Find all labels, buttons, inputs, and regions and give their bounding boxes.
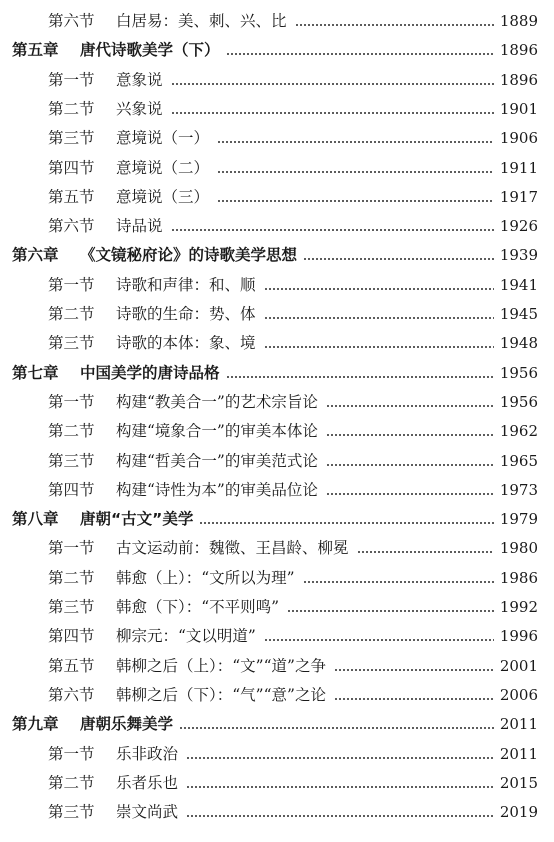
toc-section-row — [48, 472, 538, 500]
page-number: 2001 — [499, 656, 538, 675]
dot-leader — [226, 376, 494, 378]
toc-section-row — [48, 3, 538, 31]
section-number: 第三节 — [48, 451, 95, 470]
toc-section-row — [48, 384, 538, 412]
toc-section-row — [48, 443, 538, 471]
chapter-number: 第六章 — [12, 246, 59, 265]
section-number: 第三节 — [48, 129, 95, 148]
page-number: 1917 — [499, 187, 538, 206]
section-title: 诗歌的生命：势、体 — [116, 305, 256, 323]
section-title: 意象说 — [116, 70, 163, 89]
toc-section-row — [48, 560, 538, 588]
section-title: 乐者乐也 — [116, 773, 179, 792]
section-number: 第一节 — [48, 744, 95, 763]
dot-leader — [199, 522, 493, 524]
page-number: 1948 — [499, 334, 538, 353]
toc-section-row — [48, 413, 538, 441]
toc-chapter-row — [12, 501, 538, 529]
section-title: 诗品说 — [116, 217, 163, 236]
toc-section-row — [48, 208, 538, 236]
section-title: 构建“教美合一”的艺术宗旨论 — [116, 392, 318, 411]
toc-section-row — [48, 91, 538, 119]
chapter-title: 唐代诗歌美学（下） — [80, 41, 220, 60]
toc-section-row — [48, 267, 538, 295]
chapter-number: 第五章 — [12, 41, 59, 60]
page-number: 1979 — [499, 510, 538, 529]
dot-leader — [217, 171, 494, 173]
toc-section-row — [48, 179, 538, 207]
dot-leader — [171, 112, 494, 114]
toc-chapter-row — [12, 706, 538, 734]
section-number: 第六节 — [48, 217, 95, 236]
toc-section-row — [48, 618, 538, 646]
section-title: 乐非政治 — [116, 744, 179, 763]
section-title: 构建“哲美合一”的审美范式论 — [116, 451, 318, 470]
page-number: 1911 — [499, 158, 538, 177]
page-number: 2011 — [499, 715, 538, 734]
dot-leader — [326, 405, 494, 407]
section-title: 柳宗元：“文以明道” — [116, 627, 256, 646]
dot-leader — [326, 434, 494, 436]
dot-leader — [303, 258, 494, 260]
page-number: 1896 — [499, 70, 538, 89]
page-number: 1926 — [499, 217, 538, 236]
chapter-title: 中国美学的唐诗品格 — [80, 363, 220, 382]
dot-leader — [226, 53, 494, 55]
toc-section-row — [48, 62, 538, 90]
dot-leader — [217, 200, 494, 202]
toc-section-row — [48, 677, 538, 705]
section-title: 意境说（三） — [116, 187, 210, 206]
page-number: 1956 — [499, 392, 538, 411]
dot-leader — [334, 669, 494, 671]
section-number: 第二节 — [48, 568, 95, 587]
section-title: 构建“诗性为本”的审美品位论 — [116, 480, 318, 499]
section-title: 意境说（一） — [116, 129, 210, 148]
chapter-number: 第九章 — [12, 715, 59, 734]
section-number: 第三节 — [48, 334, 95, 353]
toc-section-row — [48, 589, 538, 617]
section-title: 崇文尚武 — [116, 803, 179, 822]
section-title: 构建“境象合一”的审美本体论 — [116, 422, 318, 441]
page-number: 2011 — [499, 744, 538, 763]
page-number: 1956 — [499, 363, 538, 382]
dot-leader — [264, 639, 494, 641]
page-number: 2019 — [499, 803, 538, 822]
section-number: 第三节 — [48, 803, 95, 822]
section-title: 韩柳之后（上）：“文”“道”之争 — [116, 656, 326, 675]
toc-chapter-row — [12, 355, 538, 383]
toc-section-row — [48, 325, 538, 353]
chapter-number: 第八章 — [12, 510, 59, 529]
page-number: 1941 — [499, 275, 538, 294]
toc-chapter-row — [12, 237, 538, 265]
page-number: 1945 — [499, 305, 538, 323]
toc-section-row — [48, 530, 538, 558]
section-number: 第六节 — [48, 685, 95, 704]
section-number: 第一节 — [48, 275, 95, 294]
toc-section-row — [48, 736, 538, 764]
section-title: 白居易：美、刺、兴、比 — [116, 12, 287, 30]
section-number: 第二节 — [48, 99, 95, 118]
dot-leader — [264, 346, 494, 348]
section-number: 第二节 — [48, 773, 95, 792]
dot-leader — [303, 581, 494, 583]
page-number: 1962 — [499, 422, 538, 441]
section-number: 第一节 — [48, 392, 95, 411]
page-number: 1992 — [499, 598, 538, 616]
page-number: 1986 — [499, 568, 538, 587]
page-number: 1965 — [499, 451, 538, 470]
section-title: 韩愈（上）：“文所以为理” — [116, 568, 295, 587]
section-number: 第二节 — [48, 422, 95, 441]
section-title: 意境说（二） — [116, 158, 210, 177]
dot-leader — [264, 288, 494, 290]
dot-leader — [295, 24, 494, 26]
page-number: 1939 — [499, 246, 538, 265]
dot-leader — [186, 786, 494, 788]
page-number: 1896 — [499, 41, 538, 60]
toc-section-row — [48, 648, 538, 676]
page-number: 1889 — [499, 12, 538, 30]
section-title: 兴象说 — [116, 99, 163, 118]
dot-leader — [357, 551, 494, 553]
dot-leader — [186, 815, 494, 817]
section-number: 第六节 — [48, 12, 95, 30]
page-number: 2006 — [499, 685, 538, 704]
dot-leader — [186, 757, 494, 759]
page-number: 1973 — [499, 480, 538, 499]
toc-section-row — [48, 794, 538, 822]
page-number: 1980 — [499, 539, 538, 558]
toc-section-row — [48, 296, 538, 324]
chapter-title: 唐朝乐舞美学 — [80, 715, 174, 734]
section-number: 第四节 — [48, 480, 95, 499]
section-number: 第五节 — [48, 187, 95, 206]
section-title: 韩愈（下）：“不平则鸣” — [116, 598, 280, 616]
section-title: 诗歌的本体：象、境 — [116, 334, 256, 353]
dot-leader — [287, 610, 494, 612]
section-number: 第四节 — [48, 158, 95, 177]
dot-leader — [171, 83, 494, 85]
page-number: 1901 — [499, 99, 538, 118]
toc-section-row — [48, 120, 538, 148]
page-number: 1996 — [499, 627, 538, 646]
toc-chapter-row — [12, 32, 538, 60]
page-number: 2015 — [499, 773, 538, 792]
section-number: 第三节 — [48, 598, 95, 616]
page-number: 1906 — [499, 129, 538, 148]
chapter-number: 第七章 — [12, 363, 59, 382]
dot-leader — [171, 229, 494, 231]
dot-leader — [264, 317, 494, 319]
chapter-title: 《文镜秘府论》的诗歌美学思想 — [80, 246, 298, 265]
section-number: 第二节 — [48, 305, 95, 323]
section-title: 古文运动前：魏徵、王昌龄、柳冕 — [116, 539, 349, 558]
section-title: 诗歌和声律：和、顺 — [116, 275, 256, 294]
dot-leader — [217, 141, 494, 143]
section-title: 韩柳之后（下）：“气”“意”之论 — [116, 685, 326, 704]
dot-leader — [326, 493, 494, 495]
toc-section-row — [48, 765, 538, 793]
section-number: 第一节 — [48, 539, 95, 558]
toc-section-row — [48, 150, 538, 178]
section-number: 第一节 — [48, 70, 95, 89]
dot-leader — [326, 464, 494, 466]
dot-leader — [334, 698, 494, 700]
section-number: 第四节 — [48, 627, 95, 646]
section-number: 第五节 — [48, 656, 95, 675]
dot-leader — [179, 727, 494, 729]
chapter-title: 唐朝“古文”美学 — [80, 510, 194, 529]
